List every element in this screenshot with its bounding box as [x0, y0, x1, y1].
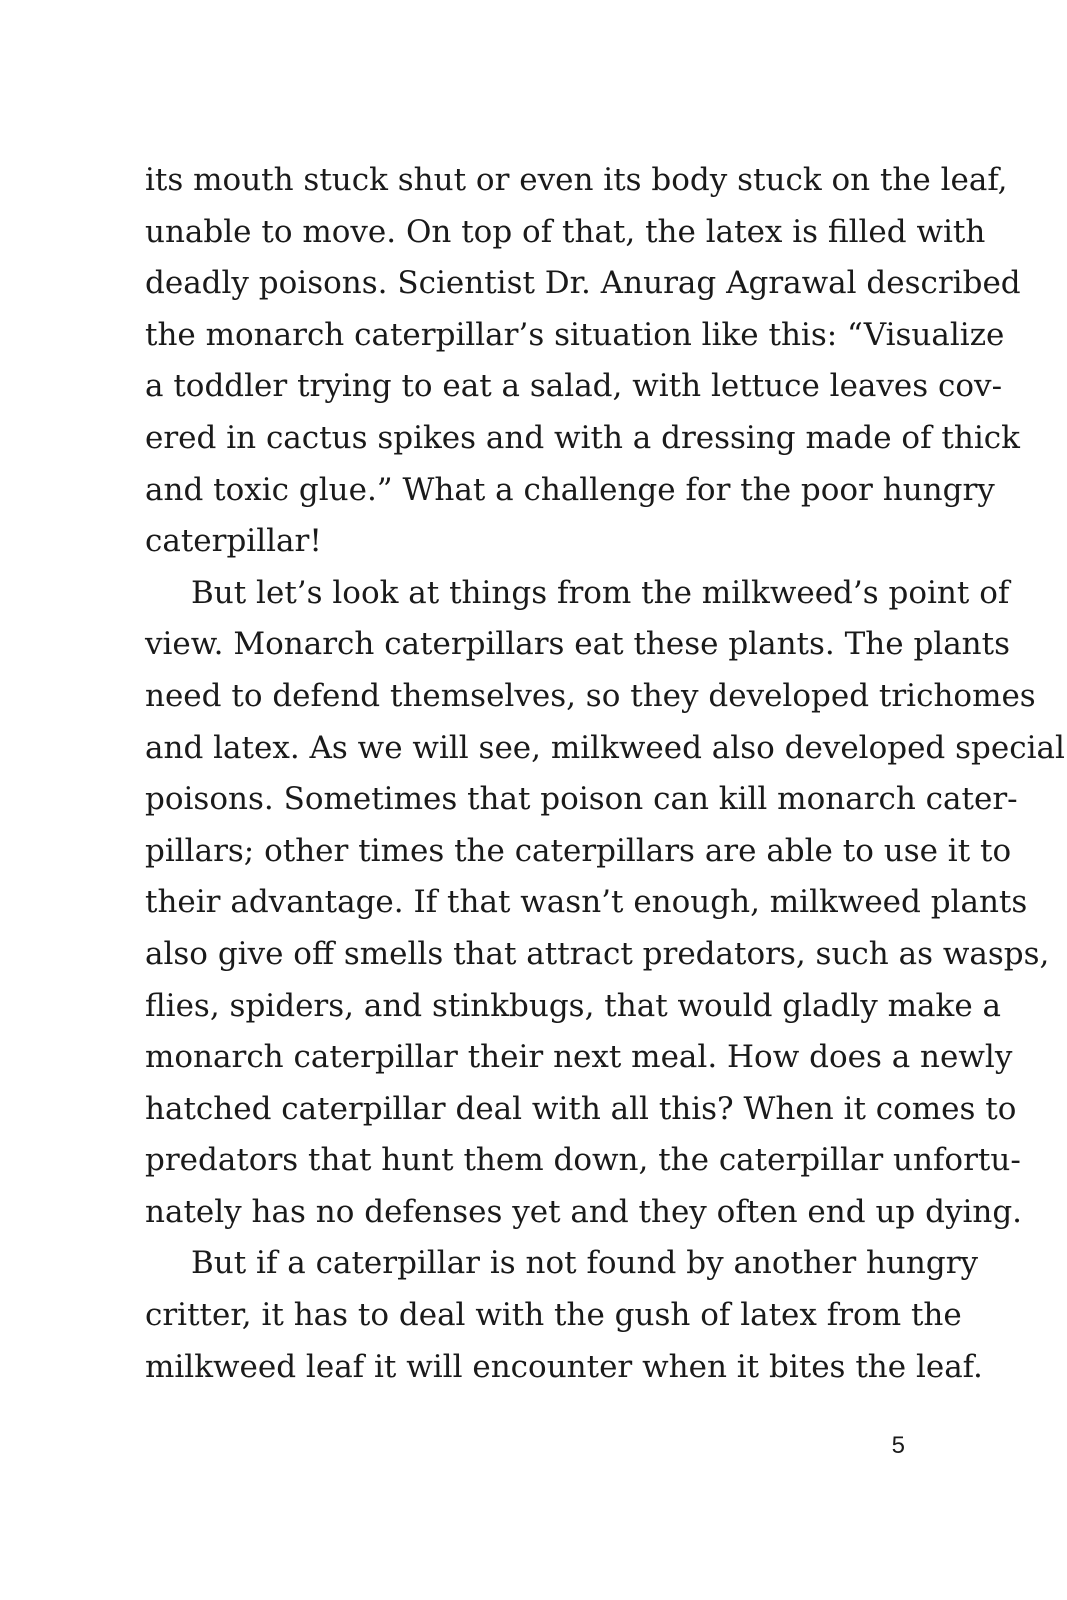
paragraph-3-line-1: But if a caterpillar is not found by another hungry: [191, 1245, 979, 1282]
paragraph-1-line-6: ered in cactus spikes and with a dressing made of thick: [145, 419, 1020, 456]
paragraph-3-line-3: milkweed leaf it will encounter when it bites the leaf.: [145, 1348, 983, 1385]
paragraph-2-line-6: pillars; other times the caterpillars are able to use it to: [145, 832, 1012, 869]
paragraph-2-line-8: also give off smells that attract predators, such as wasps,: [145, 935, 1050, 972]
paragraph-2-line-1: But let’s look at things from the milkweed’s point of: [191, 574, 1010, 611]
paragraph-2-line-7: their advantage. If that wasn’t enough, milkweed plants: [145, 884, 1028, 921]
paragraph-1-line-7: and toxic glue.” What a challenge for the poor hungry: [145, 471, 995, 508]
body-text: [145, 155, 1065, 1393]
paragraph-1-line-3: deadly poisons. Scientist Dr. Anurag Agrawal described: [145, 265, 1021, 302]
paragraph-2-line-11: hatched caterpillar deal with all this? When it comes to: [145, 1090, 1017, 1127]
paragraph-2-line-12: predators that hunt them down, the caterpillar unfortu-: [145, 1142, 1021, 1179]
paragraph-2-line-3: need to defend themselves, so they developed trichomes: [145, 677, 1036, 714]
paragraph-2-line-2: view. Monarch caterpillars eat these plants. The plants: [145, 626, 1011, 663]
paragraph-2-line-13: nately has no defenses yet and they often end up dying.: [145, 1193, 1023, 1230]
paragraph-1-line-5: a toddler trying to eat a salad, with lettuce leaves cov-: [145, 368, 1003, 405]
paragraph-1-line-8: caterpillar!: [145, 523, 322, 560]
paragraph-2-line-4: and latex. As we will see, milkweed also developed special: [145, 729, 1065, 766]
paragraph-2-line-5: poisons. Sometimes that poison can kill monarch cater-: [145, 781, 1018, 818]
paragraph-3-line-2: critter, it has to deal with the gush of latex from the: [145, 1297, 962, 1334]
paragraph-2-line-10: monarch caterpillar their next meal. How does a newly: [145, 1039, 1013, 1076]
page-number: 5: [891, 1432, 905, 1459]
paragraph-2-line-9: flies, spiders, and stinkbugs, that would gladly make a: [145, 987, 1001, 1024]
paragraph-1-line-1: its mouth stuck shut or even its body stuck on the leaf,: [145, 162, 1008, 198]
paragraph-1-line-2: unable to move. On top of that, the latex is filled with: [145, 213, 986, 250]
paragraph-1-line-4: the monarch caterpillar’s situation like this: “Visualize: [145, 316, 1005, 353]
